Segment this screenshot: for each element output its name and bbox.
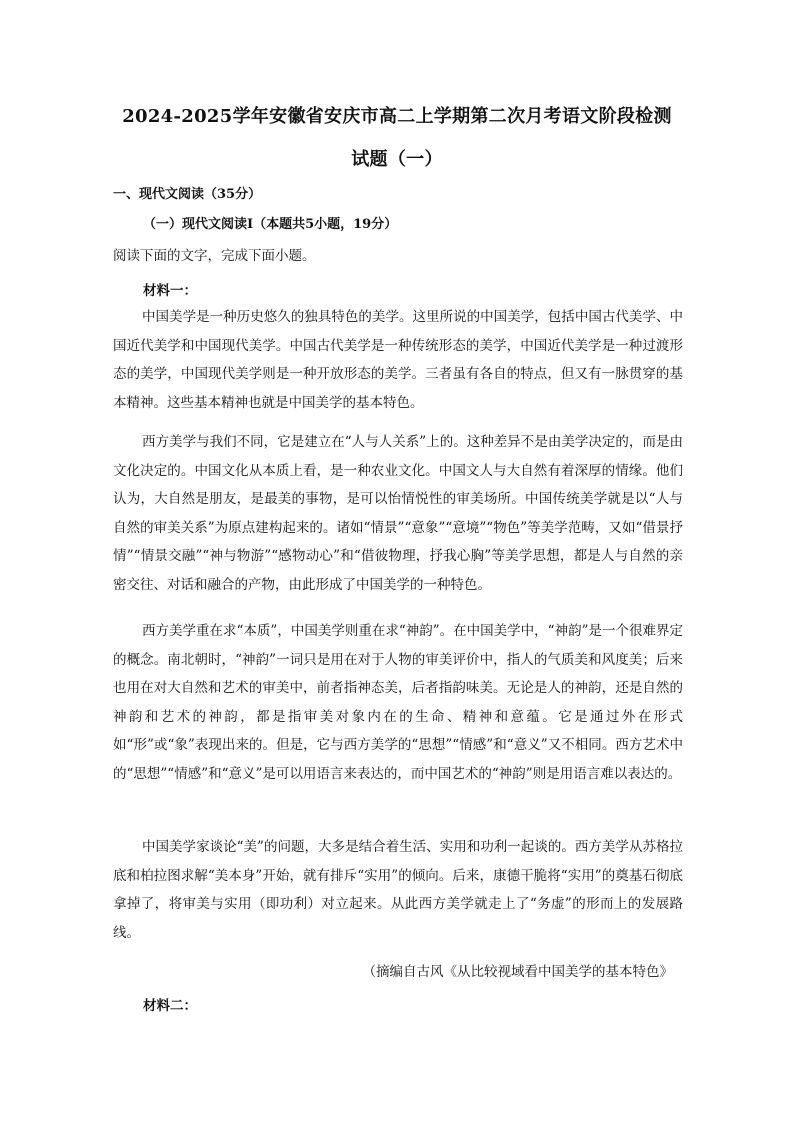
source-citation: （摘编自古风《从比较视域看中国美学的基本特色》: [362, 964, 673, 980]
paragraph: 西方美学与我们不同，它是建立在“人与人关系”上的。这种差异不是由美学决定的，而是由文化决定的。中国文化从本质上看，是一种农业文化。中国文人与大自然有着深厚的情缘。他们认为，大自然是朋友，是最美的事物，是可以怡情悦性的审美场所。中国传统美学就是以“人与自然的审美关系”为原点建构起来的。诸如“情景”“意象”“意境”“物色”等美学范畴，又如“借景抒情”“情景交融”“神与物游”“感物动心”和“借彼物理，抒我心胸”等美学思想，都是人与自然的亲密交往、对话和融合的产物，由此形成了中国美学的一种特色。: [113, 434, 683, 593]
material-two-label: 材料二：: [143, 998, 197, 1014]
document-title-continued: 试题（一）: [351, 149, 443, 170]
paragraph: 西方美学重在求“本质”，中国美学则重在求“神韵”。在中国美学中，“神韵”是一个很难界定的概念。南北朝时，“神韵”一词只是用在对于人物的审美评价中，指人的气质美和风度美；后来也用在对大自然和艺术的审美中，前者指神态美，后者指韵味美。无论是人的神韵，还是自然的神韵和艺术的神韵，都是指审美对象内在的生命、精神和意蕴。它是通过外在形式如“形”或“象”表现出来的。但是，它与西方美学的“思想”“情感”和“意义”又不相同。西方艺术中的“思想”“情感”和“意义”是可以用语言来表达的，而中国艺术的“神韵”则是用语言难以表达的。: [113, 623, 683, 782]
material-one-label: 材料一：: [143, 283, 197, 299]
paragraph: 中国美学家谈论“美”的问题，大多是结合着生活、实用和功利一起谈的。西方美学从苏格拉底和柏拉图求解“美本身”开始，就有排斥“实用”的倾向。后来，康德干脆将“实用”的奠基石彻底拿掉了，将审美与实用（即功利）对立起来。从此西方美学就走上了“务虚”的形而上的发展路线。: [113, 839, 683, 941]
document-title: 2024-2025学年安徽省安庆市高二上学期第二次月考语文阶段检测: [122, 106, 672, 127]
subsection-heading: （一）现代文阅读I（本题共5小题，19分）: [143, 217, 398, 232]
reading-instruction: 阅读下面的文字，完成下面小题。: [113, 248, 316, 264]
section-heading: 一、现代文阅读（35分）: [113, 187, 262, 202]
paragraph: 中国美学是一种历史悠久的独具特色的美学。这里所说的中国美学，包括中国古代美学、中国近代美学和中国现代美学。中国古代美学是一种传统形态的美学，中国近代美学是一种过渡形态的美学，中国现代美学则是一种开放形态的美学。三者虽有各自的特点，但又有一脉贯穿的基本精神。这些基本精神也就是中国美学的基本特色。: [113, 309, 683, 411]
